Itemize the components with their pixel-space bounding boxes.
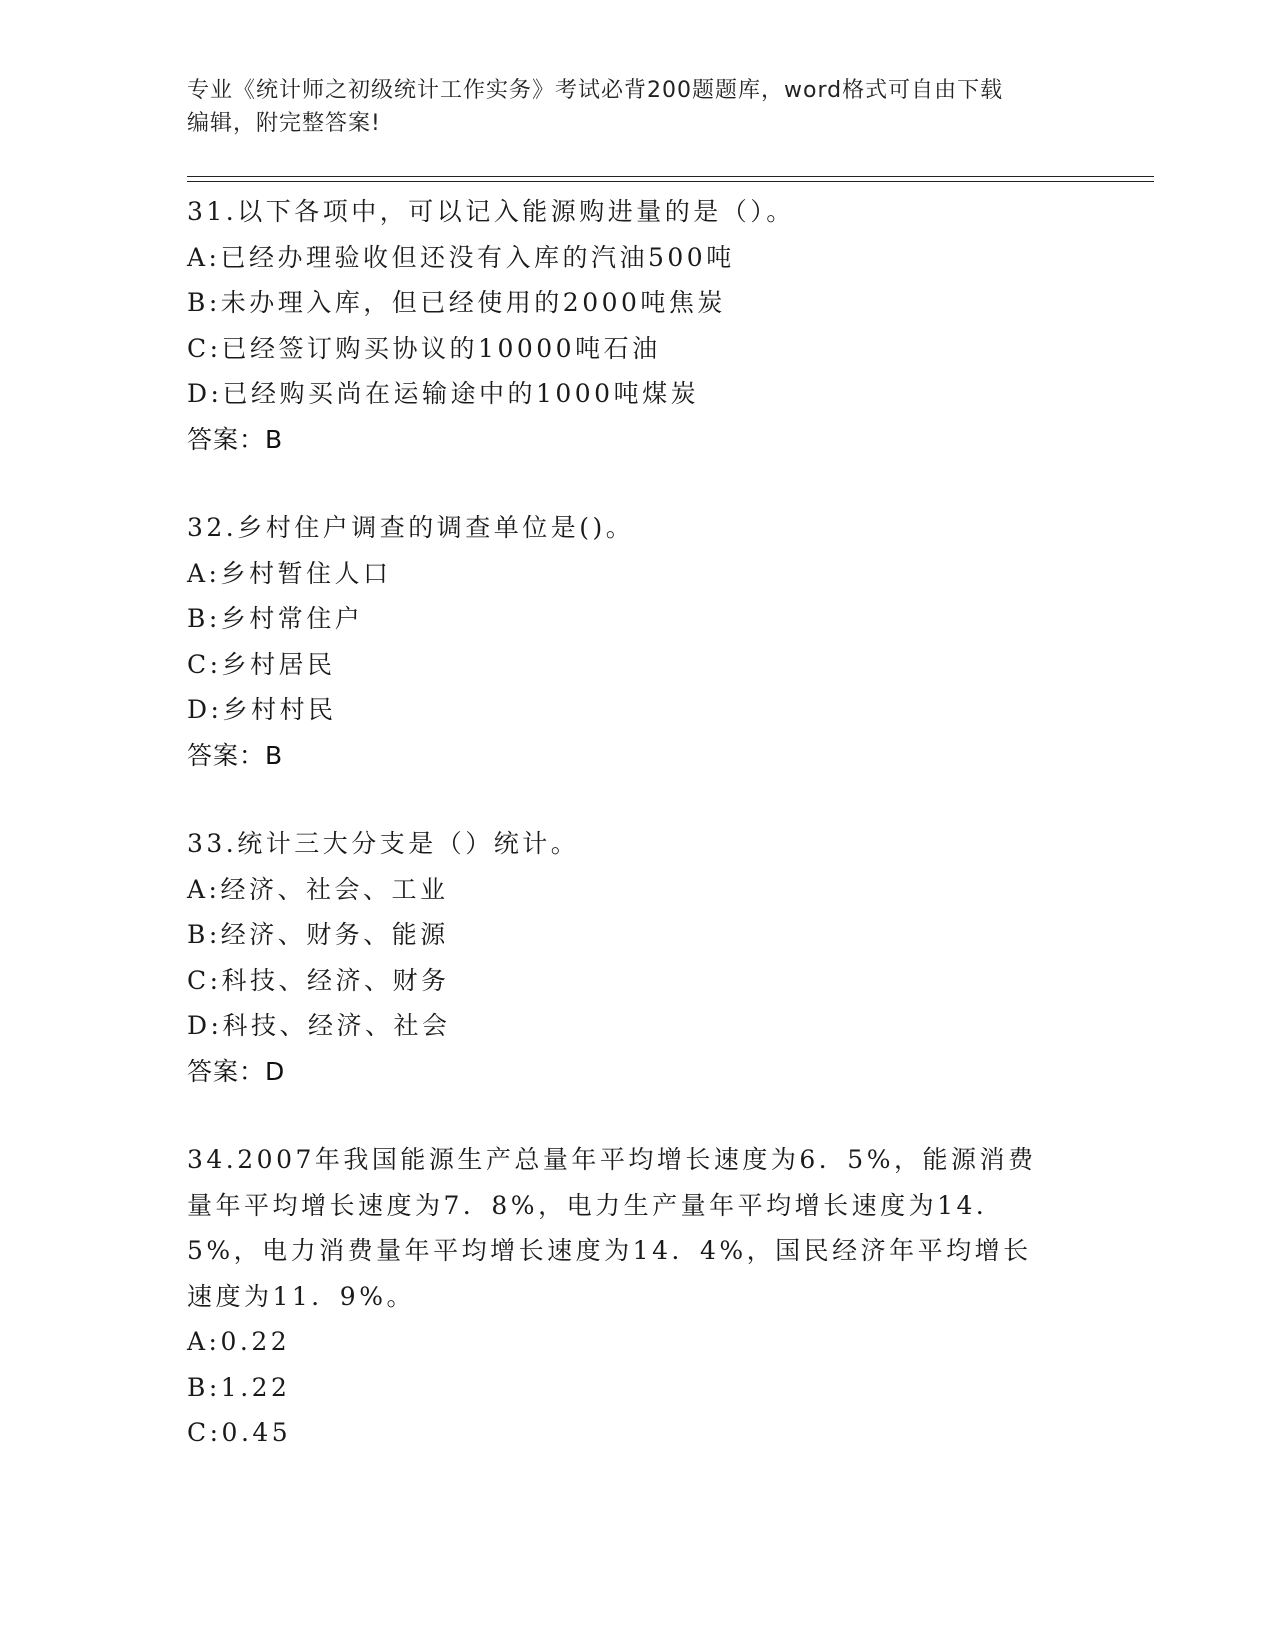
option-c: C:乡村居民 (187, 649, 336, 679)
option-a: A:已经办理验收但还没有入库的汽油500吨 (187, 242, 735, 272)
header-title-line-2: 编辑，附完整答案! (187, 111, 381, 136)
question-text: 31.以下各项中，可以记入能源购进量的是（）。 (187, 197, 795, 226)
question-text: 34.2007年我国能源生产总量年平均增长速度为6．5%，能源消费量年平均增长速度为7．8%，电力生产量年平均增长速度为14．5%，电力消费量年平均增长速度为14．4%，国民经济年平均增长速度为11．9%。 (187, 1145, 1037, 1311)
option-a: A:0.22 (187, 1327, 291, 1356)
answer-line: 答案：D (187, 1056, 286, 1086)
option-c: C:科技、经济、财务 (187, 965, 450, 995)
header-divider-bottom (187, 181, 1154, 182)
question-spacer (187, 1094, 1067, 1137)
answer-line: 答案：B (187, 740, 284, 770)
option-d: D:乡村村民 (187, 695, 337, 724)
option-a: A:经济、社会、工业 (187, 874, 449, 904)
question-32 (187, 505, 1067, 778)
option-c: C:已经签订购买协议的10000吨石油 (187, 333, 661, 363)
question-34 (187, 1137, 1067, 1456)
option-c: C:0.45 (187, 1418, 292, 1447)
option-d: D:已经购买尚在运输途中的1000吨煤炭 (187, 379, 700, 408)
option-b: B:乡村常住户 (187, 604, 364, 633)
option-a: A:乡村暂住人口 (187, 558, 392, 588)
question-31 (187, 189, 1067, 462)
option-b: B:1.22 (187, 1372, 291, 1402)
option-b: B:经济、财务、能源 (187, 920, 449, 949)
document-header (187, 74, 1067, 140)
header-title-line-1: 专业《统计师之初级统计工作实务》考试必背200题题库，word格式可自由下载 (187, 78, 1004, 103)
option-b: B:未办理入库，但已经使用的2000吨焦炭 (187, 288, 726, 317)
question-text: 33.统计三大分支是（）统计。 (187, 829, 580, 858)
question-list (187, 189, 1067, 1456)
question-spacer (187, 462, 1067, 505)
question-spacer (187, 778, 1067, 821)
question-33 (187, 821, 1067, 1094)
question-text: 32.乡村住户调查的调查单位是()。 (187, 513, 635, 542)
answer-line: 答案：B (187, 424, 284, 454)
header-divider-top (187, 176, 1154, 177)
option-d: D:科技、经济、社会 (187, 1011, 451, 1040)
